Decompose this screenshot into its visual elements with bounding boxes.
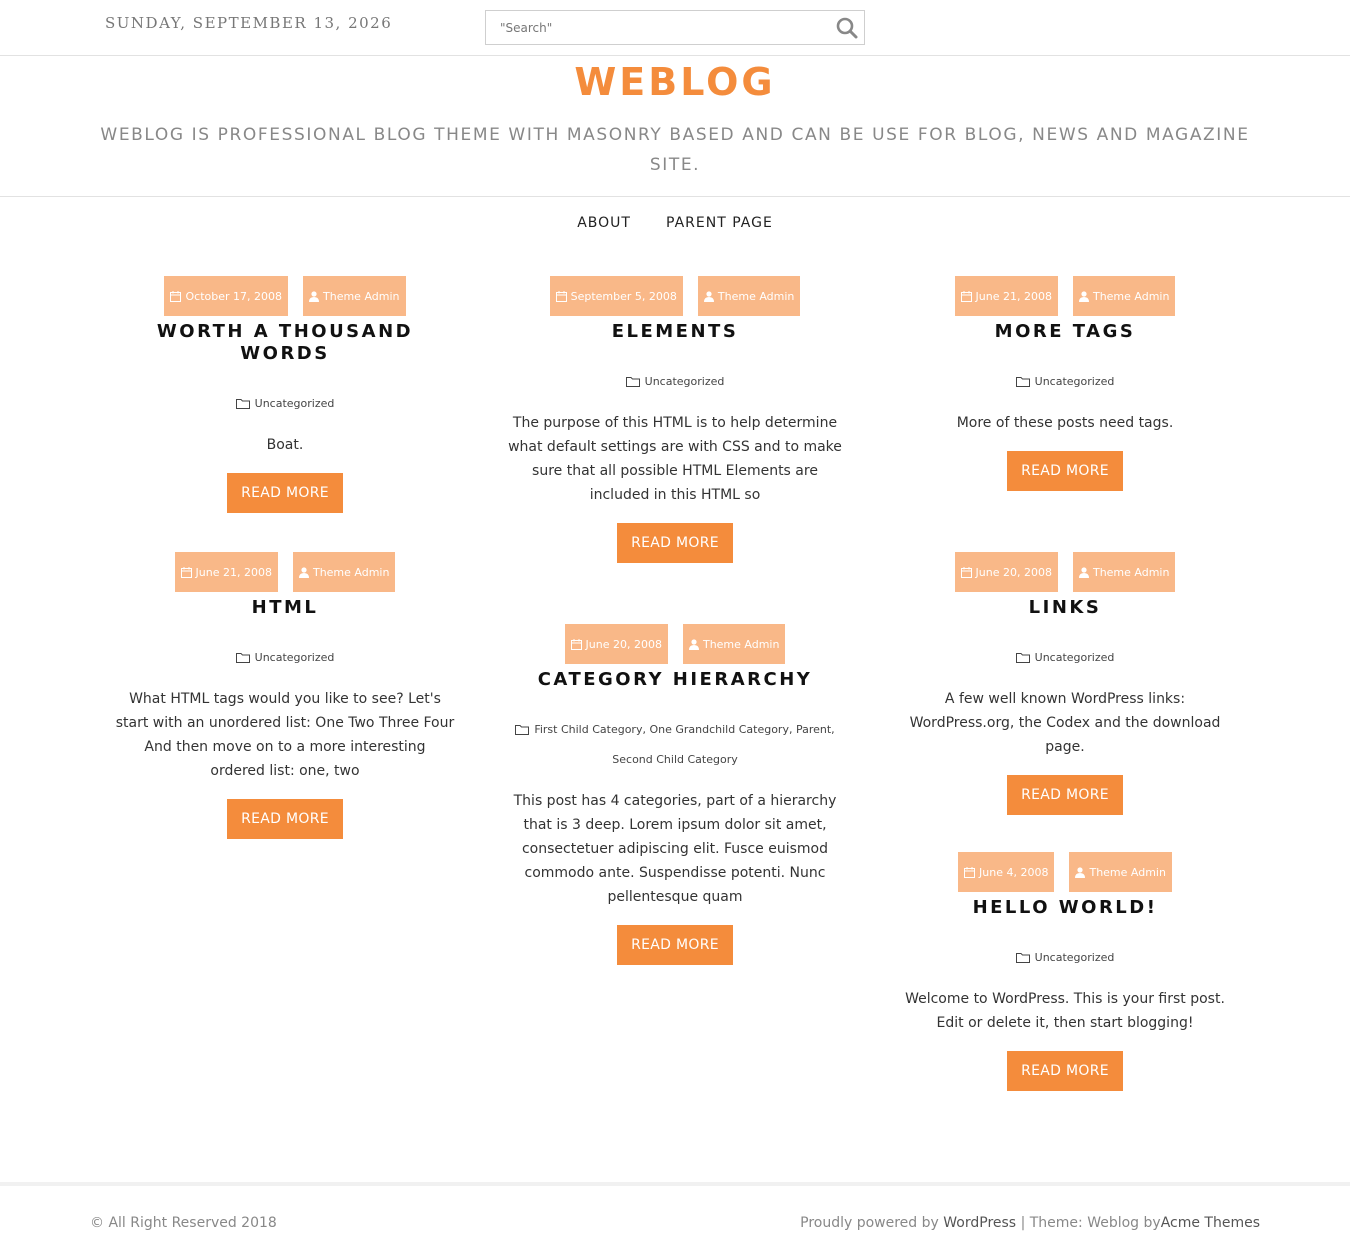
post-author[interactable]: Theme Admin bbox=[698, 276, 801, 316]
post-excerpt: A few well known WordPress links: WordPress.org, the Codex and the download page. bbox=[909, 691, 1221, 755]
post-excerpt: This post has 4 categories, part of a hierarchy that is 3 deep. Lorem ipsum dolor sit amet, consectetuer adipiscing elit. Fusce euismod commodo ante. Suspendisse potenti. Nunc pellentesque quam bbox=[513, 793, 837, 905]
nav-item-parent-page[interactable]: PARENT PAGE bbox=[666, 215, 773, 231]
folder-icon bbox=[626, 376, 640, 387]
post-excerpt: Boat. bbox=[266, 437, 304, 453]
post-card bbox=[110, 552, 460, 839]
post-meta bbox=[890, 852, 1240, 892]
post-meta bbox=[110, 276, 460, 316]
calendar-icon bbox=[181, 567, 192, 578]
footer-credits bbox=[800, 1215, 1260, 1231]
read-more-button[interactable]: READ MORE bbox=[617, 925, 733, 965]
read-more-button[interactable]: READ MORE bbox=[617, 523, 733, 563]
post-date[interactable]: June 21, 2008 bbox=[955, 276, 1058, 316]
post-title[interactable]: WORTH A THOUSAND WORDS bbox=[156, 321, 414, 364]
post-title[interactable]: HTML bbox=[251, 597, 319, 618]
post-categories[interactable]: Uncategorized bbox=[890, 643, 1240, 673]
post-title[interactable]: HELLO WORLD! bbox=[972, 897, 1158, 918]
post-card bbox=[890, 276, 1240, 491]
read-more-button[interactable]: READ MORE bbox=[1007, 1051, 1123, 1091]
user-icon bbox=[1075, 867, 1085, 878]
folder-icon bbox=[1016, 952, 1030, 963]
post-meta bbox=[890, 552, 1240, 592]
user-icon bbox=[1079, 567, 1089, 578]
post-author[interactable]: Theme Admin bbox=[1073, 552, 1176, 592]
post-categories[interactable]: Uncategorized bbox=[110, 643, 460, 673]
search-form bbox=[485, 10, 865, 45]
calendar-icon bbox=[556, 291, 567, 302]
header-divider bbox=[0, 196, 1350, 197]
post-card bbox=[890, 552, 1240, 815]
post-meta bbox=[500, 276, 850, 316]
post-card bbox=[890, 852, 1240, 1091]
post-date[interactable]: June 4, 2008 bbox=[958, 852, 1054, 892]
post-categories[interactable]: Uncategorized bbox=[110, 389, 460, 419]
post-card bbox=[500, 276, 850, 563]
user-icon bbox=[299, 567, 309, 578]
calendar-icon bbox=[964, 867, 975, 878]
post-card bbox=[110, 276, 460, 513]
post-date[interactable]: June 20, 2008 bbox=[955, 552, 1058, 592]
post-categories[interactable]: Uncategorized bbox=[890, 943, 1240, 973]
read-more-button[interactable]: READ MORE bbox=[227, 473, 343, 513]
post-meta bbox=[890, 276, 1240, 316]
search-input[interactable] bbox=[486, 11, 826, 44]
copyright-text: © All Right Reserved 2018 bbox=[90, 1215, 277, 1231]
user-icon bbox=[309, 291, 319, 302]
theme-text: Theme: Weblog by bbox=[1029, 1215, 1161, 1231]
post-excerpt: Welcome to WordPress. This is your first post. Edit or delete it, then start blogging! bbox=[905, 991, 1225, 1031]
post-date[interactable]: June 21, 2008 bbox=[175, 552, 278, 592]
folder-icon bbox=[1016, 376, 1030, 387]
post-title[interactable]: CATEGORY HIERARCHY bbox=[537, 669, 813, 690]
post-title[interactable]: MORE TAGS bbox=[994, 321, 1136, 342]
nav-item-about[interactable]: ABOUT bbox=[577, 215, 631, 231]
user-icon bbox=[689, 639, 699, 650]
current-date: SUNDAY, SEPTEMBER 13, 2026 bbox=[105, 14, 393, 32]
post-meta bbox=[110, 552, 460, 592]
powered-by-text: Proudly powered by bbox=[800, 1215, 939, 1231]
post-card bbox=[500, 624, 850, 965]
search-button[interactable] bbox=[834, 15, 860, 41]
calendar-icon bbox=[571, 639, 582, 650]
post-author[interactable]: Theme Admin bbox=[293, 552, 396, 592]
post-author[interactable]: Theme Admin bbox=[683, 624, 786, 664]
post-excerpt: The purpose of this HTML is to help determine what default settings are with CSS and to make sure that all possible HTML Elements are included in this HTML so bbox=[508, 415, 842, 503]
post-title[interactable]: ELEMENTS bbox=[611, 321, 739, 342]
post-categories[interactable]: Uncategorized bbox=[890, 367, 1240, 397]
post-categories[interactable]: First Child Category, One Grandchild Category, Parent, Second Child Category bbox=[500, 715, 850, 775]
folder-icon bbox=[515, 724, 529, 735]
folder-icon bbox=[236, 652, 250, 663]
calendar-icon bbox=[961, 567, 972, 578]
calendar-icon bbox=[170, 291, 181, 302]
top-bar bbox=[0, 0, 1350, 56]
read-more-button[interactable]: READ MORE bbox=[1007, 451, 1123, 491]
calendar-icon bbox=[961, 291, 972, 302]
post-excerpt: What HTML tags would you like to see? Let's start with an unordered list: One Two Three Four And then move on to a more interesting ordered list: one, two bbox=[115, 691, 455, 779]
footer-divider bbox=[0, 1182, 1350, 1186]
folder-icon bbox=[1016, 652, 1030, 663]
main-navigation bbox=[0, 212, 1350, 231]
user-icon bbox=[1079, 291, 1089, 302]
footer-separator: | bbox=[1020, 1215, 1026, 1231]
site-title[interactable]: WEBLOG bbox=[574, 60, 776, 104]
wordpress-link[interactable]: WordPress bbox=[943, 1215, 1017, 1231]
search-icon bbox=[834, 15, 860, 41]
read-more-button[interactable]: READ MORE bbox=[227, 799, 343, 839]
post-date[interactable]: June 20, 2008 bbox=[565, 624, 668, 664]
post-author[interactable]: Theme Admin bbox=[1069, 852, 1172, 892]
post-date[interactable]: September 5, 2008 bbox=[550, 276, 683, 316]
post-author[interactable]: Theme Admin bbox=[1073, 276, 1176, 316]
post-meta bbox=[500, 624, 850, 664]
post-title[interactable]: LINKS bbox=[1028, 597, 1102, 618]
folder-icon bbox=[236, 398, 250, 409]
read-more-button[interactable]: READ MORE bbox=[1007, 775, 1123, 815]
post-date[interactable]: October 17, 2008 bbox=[164, 276, 288, 316]
acme-themes-link[interactable]: Acme Themes bbox=[1160, 1215, 1260, 1231]
post-excerpt: More of these posts need tags. bbox=[956, 415, 1174, 431]
post-categories[interactable]: Uncategorized bbox=[500, 367, 850, 397]
site-tagline: WEBLOG IS PROFESSIONAL BLOG THEME WITH MASONRY BASED AND CAN BE USE FOR BLOG, NEWS AND MAGAZINE SITE. bbox=[100, 125, 1250, 175]
user-icon bbox=[704, 291, 714, 302]
post-author[interactable]: Theme Admin bbox=[303, 276, 406, 316]
